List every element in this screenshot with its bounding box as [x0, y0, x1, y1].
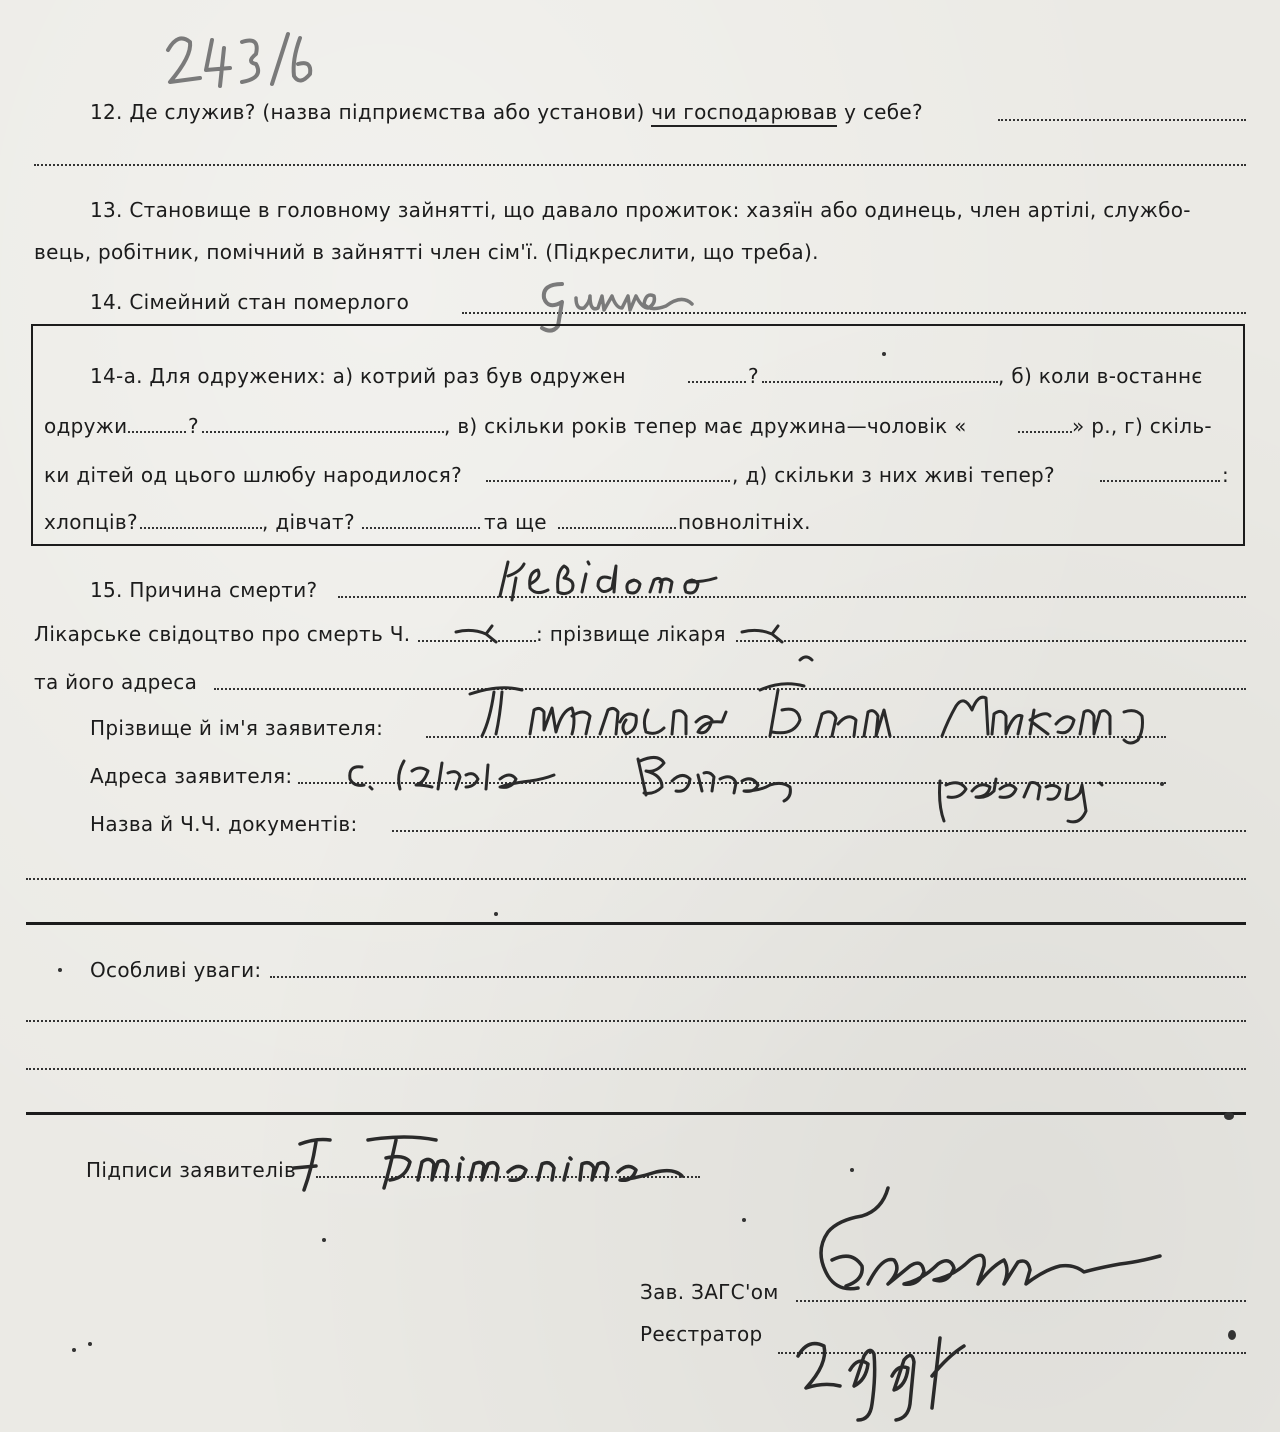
q15-answer-field[interactable]	[338, 596, 1246, 598]
q14a-line-4-adults: повнолітніх.	[678, 510, 811, 534]
q12-answer-field[interactable]	[998, 119, 1246, 121]
q12-label-end: у себе?	[837, 100, 923, 124]
q12-underlined-option: чи господарював	[651, 100, 837, 127]
registrar-signature	[788, 1316, 988, 1426]
q12-answer-field-2[interactable]	[34, 164, 1246, 166]
q14a-children-alive-field[interactable]	[1100, 480, 1220, 482]
q14a-adults-field[interactable]	[558, 527, 676, 529]
applicant-address-label: Адреса заявителя:	[90, 764, 293, 788]
q15-label: 15. Причина смерти?	[90, 578, 318, 602]
speck	[882, 352, 886, 356]
speck	[322, 1238, 326, 1242]
speck	[72, 1348, 76, 1352]
section-divider-2	[26, 1112, 1246, 1115]
speck	[742, 1218, 746, 1222]
remarks-field-2[interactable]	[26, 1020, 1246, 1022]
speck	[494, 912, 498, 916]
remarks-field-3[interactable]	[26, 1068, 1246, 1070]
q14a-line-1-q: ?	[748, 364, 759, 388]
q14a-line-3-mid: , д) скільки з них живі тепер?	[732, 463, 1055, 487]
section-divider-1	[26, 922, 1246, 925]
applicant-address-handwritten	[340, 735, 1170, 825]
speck	[850, 1168, 854, 1172]
speck	[1224, 1112, 1234, 1120]
applicant-signature	[286, 1128, 716, 1200]
speck	[58, 968, 62, 972]
documents-label: Назва й Ч.Ч. документів:	[90, 812, 358, 836]
q14a-line-2-q: ?	[188, 414, 199, 438]
q14-label: 14. Сімейний стан померлого	[90, 290, 410, 314]
q14a-line-2-start: одружи	[44, 414, 128, 438]
archive-number-handwritten	[160, 20, 320, 95]
q13-line-2: вець, робітник, помічний в зайнятті член сім'ї. (Підкреслити, що треба).	[34, 240, 819, 264]
q14a-marriage-count-field-2[interactable]	[762, 381, 998, 383]
q14a-children-born-field[interactable]	[486, 480, 730, 482]
doctor-name-field[interactable]	[736, 640, 1246, 642]
medical-doctor-label: : прізвище лікаря	[536, 622, 726, 646]
q14a-line-4-more: та ще	[484, 510, 547, 534]
speck	[1160, 782, 1164, 786]
q14a-line-2-mid: , в) скільки років тепер має дружина—чоловік «	[444, 414, 967, 438]
q14a-line-2-end: » р., г) скіль-	[1072, 414, 1212, 438]
documents-field[interactable]	[392, 830, 1246, 832]
q12-label: 12. Де служив? (назва підприємства або установи)	[90, 100, 652, 124]
q14a-line-3-end: :	[1222, 463, 1230, 487]
remarks-label: Особливі уваги:	[90, 958, 262, 982]
doctor-name-dash-mark	[738, 622, 788, 648]
q15-answer-handwritten	[494, 552, 734, 612]
applicant-name-label: Прізвище й ім'я заявителя:	[90, 716, 384, 740]
speck	[1228, 1330, 1236, 1340]
speck	[88, 1342, 92, 1346]
q14a-boys-field[interactable]	[140, 527, 262, 529]
registrar-label-visible: Реєстратор	[640, 1322, 763, 1346]
q14a-last-marriage-field-2[interactable]	[202, 431, 444, 433]
applicant-signature-label: Підписи заявителів	[86, 1158, 297, 1182]
remarks-field[interactable]	[270, 976, 1246, 978]
medical-cert-dash-mark	[452, 622, 502, 648]
q14a-line-4-girls: , дівчат?	[262, 510, 355, 534]
head-signature	[798, 1180, 1178, 1310]
q14a-line-3-start: ки дітей од цього шлюбу народилося?	[44, 463, 462, 487]
q13-line-1: 13. Становище в головному зайнятті, що давало прожиток: хазяїн або одинець, член артілі, службо-	[90, 198, 1191, 222]
head-label: Зав. ЗАГС'ом	[640, 1280, 779, 1304]
q14a-line-1-end: , б) коли в-останнє	[998, 364, 1203, 388]
medical-label: Лікарське свідоцтво про смерть Ч.	[34, 622, 411, 646]
doctor-address-label: та його адреса	[34, 670, 198, 694]
q14a-spouse-age-field[interactable]	[1018, 431, 1072, 433]
q14a-line-4-boys: хлопців?	[44, 510, 138, 534]
q14a-marriage-count-field[interactable]	[688, 381, 746, 383]
q14a-line-1: 14-а. Для одружених: а) котрий раз був одружен	[90, 364, 626, 388]
documents-field-2[interactable]	[26, 878, 1246, 880]
q14a-last-marriage-field[interactable]	[128, 431, 186, 433]
q14a-girls-field[interactable]	[362, 527, 480, 529]
q12-line	[90, 100, 923, 124]
